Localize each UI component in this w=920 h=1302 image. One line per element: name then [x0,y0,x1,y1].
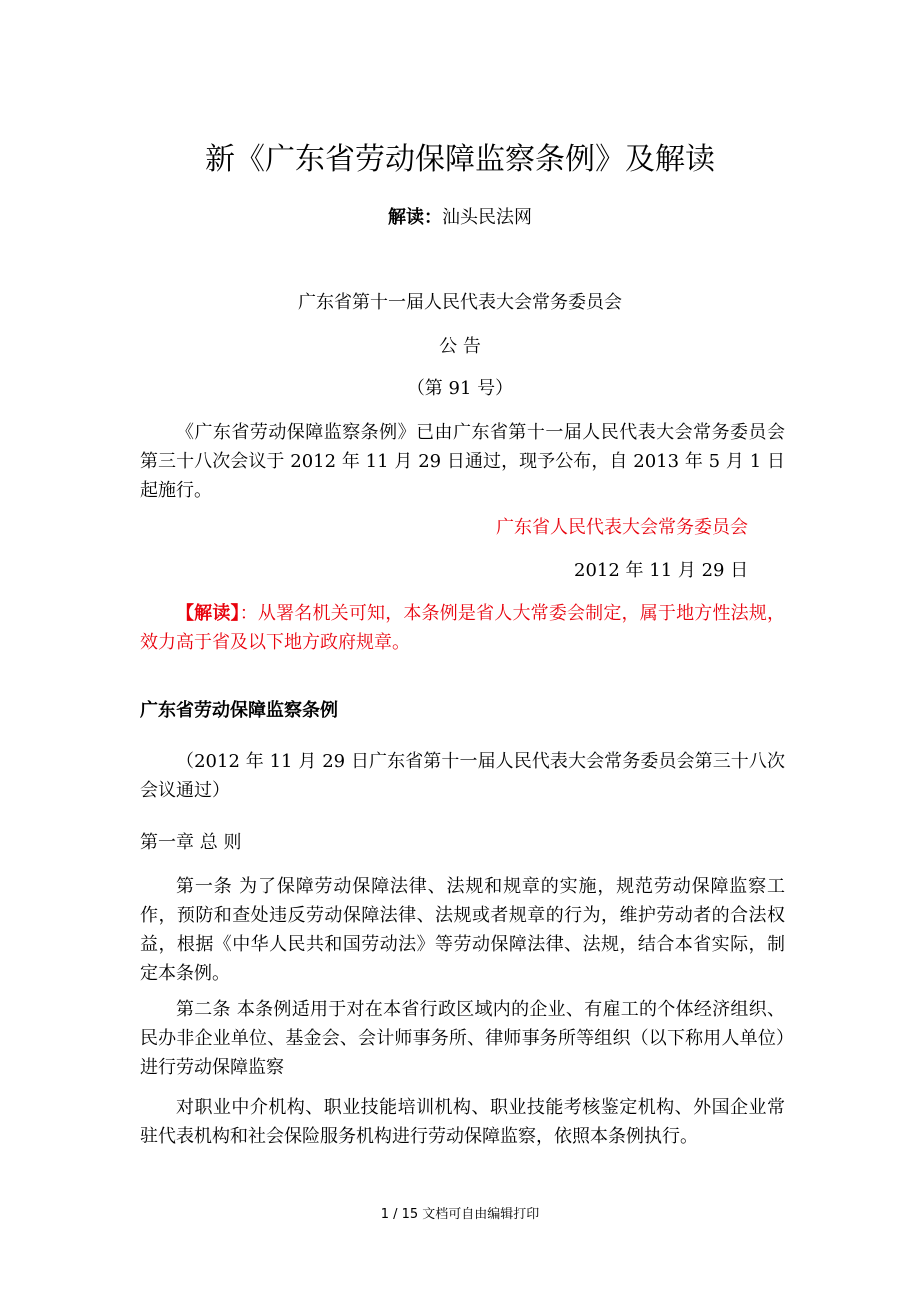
signature-organization: 广东省人民代表大会常务委员会 [496,517,748,538]
interpretation-paragraph [140,599,785,657]
document-title: 新《广东省劳动保障监察条例》及解读 [205,142,715,177]
chapter-heading: 第一章 总 则 [140,832,242,853]
announcement-paragraph: 《广东省劳动保障监察条例》已由广东省第十一届人民代表大会常务委员会第三十八次会议于 2012 年 11 月 29 日通过，现予公布，自 2013 年 5 月 1 日起施行。 [140,422,785,501]
article-2: 第二条 本条例适用于对在本省行政区域内的企业、有雇工的个体经济组织、民办非企业单位、基金会、会计师事务所、律师事务所等组织（以下称用人单位）进行劳动保障监察 [140,999,785,1078]
issuer-line: 广东省第十一届人民代表大会常务委员会 [298,292,622,313]
byline [0,204,920,232]
byline-value: 汕头民法网 [442,207,532,228]
notice-word: 公 告 [439,336,481,357]
signature-date: 2012 年 11 月 29 日 [574,560,749,581]
adoption-note: （2012 年 11 月 29 日广东省第十一届人民代表大会常务委员会第三十八次会议通过） [140,751,785,801]
article-2-paragraph-2: 对职业中介机构、职业技能培训机构、职业技能考核鉴定机构、外国企业常驻代表机构和社会保险服务机构进行劳动保障监察，依照本条例执行。 [140,1097,785,1147]
regulation-heading: 广东省劳动保障监察条例 [140,700,338,721]
page-footer: 1 / 15 文档可自由编辑打印 [380,1207,540,1222]
interpretation-text: ：从署名机关可知，本条例是省人大常委会制定，属于地方性法规，效力高于省及以下地方政府规章。 [140,603,786,653]
notice-number: （第 91 号） [406,378,514,399]
interpretation-label: 【解读】 [176,603,240,624]
article-1: 第一条 为了保障劳动保障法律、法规和规章的实施，规范劳动保障监察工作，预防和查处违反劳动保障法律、法规或者规章的行为，维护劳动者的合法权益，根据《中华人民共和国劳动法》等劳动保障法律、法规，结合本省实际，制定本条例。 [140,876,785,984]
byline-label: 解读： [388,207,442,228]
